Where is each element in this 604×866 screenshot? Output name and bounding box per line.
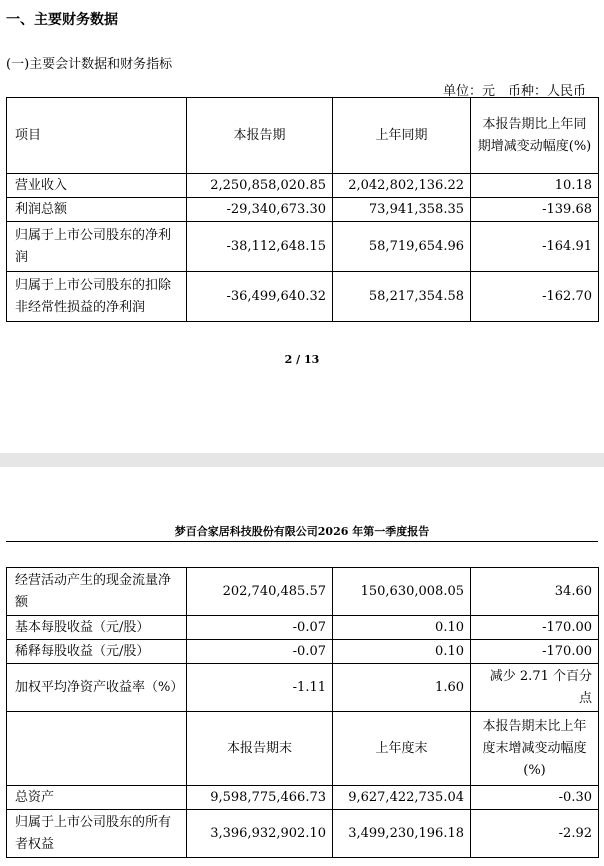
cell-value: -0.07 xyxy=(187,640,333,664)
cell-value: 73,941,358.35 xyxy=(333,198,471,222)
financial-data-table-2 xyxy=(6,567,599,858)
page-number: 2 / 13 xyxy=(284,353,320,366)
table-header-row xyxy=(7,98,599,174)
row-label: 基本每股收益（元/股） xyxy=(7,616,187,640)
unit-line: 单位：元 币种：人民币 xyxy=(442,84,586,99)
cell-value: -2.92 xyxy=(471,810,599,858)
cell-value: 3,499,230,196.18 xyxy=(333,810,471,858)
header-period-end: 本报告期末 xyxy=(187,712,333,786)
table-row xyxy=(7,786,599,810)
table-row xyxy=(7,568,599,616)
table-row xyxy=(7,174,599,198)
header-change-pct: 本报告期末比上年度末增减变动幅度(%) xyxy=(471,712,599,786)
row-label: 归属于上市公司股东的所有者权益 xyxy=(7,810,187,858)
header-prior-period: 上年同期 xyxy=(333,98,471,174)
table-row xyxy=(7,616,599,640)
table-row xyxy=(7,198,599,222)
cell-value: -1.11 xyxy=(187,664,333,712)
cell-value: -0.07 xyxy=(187,616,333,640)
cell-value: -170.00 xyxy=(471,616,599,640)
table-row xyxy=(7,640,599,664)
financial-data-table-1 xyxy=(6,97,599,322)
header-rule xyxy=(6,541,598,542)
cell-value: -38,112,648.15 xyxy=(187,222,333,272)
page-separator xyxy=(0,453,604,467)
cell-value: -170.00 xyxy=(471,640,599,664)
cell-value: 2,042,802,136.22 xyxy=(333,174,471,198)
row-label: 利润总额 xyxy=(7,198,187,222)
cell-value: 1.60 xyxy=(333,664,471,712)
cell-value: 2,250,858,020.85 xyxy=(187,174,333,198)
header-item: 项目 xyxy=(7,98,187,174)
cell-value: -29,340,673.30 xyxy=(187,198,333,222)
cell-value: 0.10 xyxy=(333,616,471,640)
cell-value: -0.30 xyxy=(471,786,599,810)
header-current-period: 本报告期 xyxy=(187,98,333,174)
row-label: 加权平均净资产收益率（%） xyxy=(7,664,187,712)
cell-value: 58,719,654.96 xyxy=(333,222,471,272)
cell-value: 58,217,354.58 xyxy=(333,272,471,322)
cell-value: 34.60 xyxy=(471,568,599,616)
row-label: 经营活动产生的现金流量净额 xyxy=(7,568,187,616)
cell-value: 0.10 xyxy=(333,640,471,664)
cell-value: 150,630,008.05 xyxy=(333,568,471,616)
row-label: 归属于上市公司股东的扣除非经常性损益的净利润 xyxy=(7,272,187,322)
row-label: 总资产 xyxy=(7,786,187,810)
cell-value: 9,598,775,466.73 xyxy=(187,786,333,810)
header-prior-year-end: 上年度末 xyxy=(333,712,471,786)
table-header-row xyxy=(7,712,599,786)
cell-value: -162.70 xyxy=(471,272,599,322)
row-label: 稀释每股收益（元/股） xyxy=(7,640,187,664)
table-row xyxy=(7,810,599,858)
cell-value: -164.91 xyxy=(471,222,599,272)
subsection-title: (一)主要会计数据和财务指标 xyxy=(6,57,173,72)
header-item xyxy=(7,712,187,786)
row-label: 营业收入 xyxy=(7,174,187,198)
table-row xyxy=(7,272,599,322)
cell-value: -36,499,640.32 xyxy=(187,272,333,322)
header-change-pct: 本报告期比上年同期增减变动幅度(%) xyxy=(471,98,599,174)
cell-value: 202,740,485.57 xyxy=(187,568,333,616)
running-header: 梦百合家居科技股份有限公司2026 年第一季度报告 xyxy=(174,525,430,538)
cell-value: 3,396,932,902.10 xyxy=(187,810,333,858)
cell-value: 10.18 xyxy=(471,174,599,198)
cell-value: 9,627,422,735.04 xyxy=(333,786,471,810)
row-label: 归属于上市公司股东的净利润 xyxy=(7,222,187,272)
cell-value: -139.68 xyxy=(471,198,599,222)
table-row xyxy=(7,222,599,272)
cell-value: 减少 2.71 个百分点 xyxy=(471,664,599,712)
section-title: 一、主要财务数据 xyxy=(6,12,118,28)
table-row xyxy=(7,664,599,712)
